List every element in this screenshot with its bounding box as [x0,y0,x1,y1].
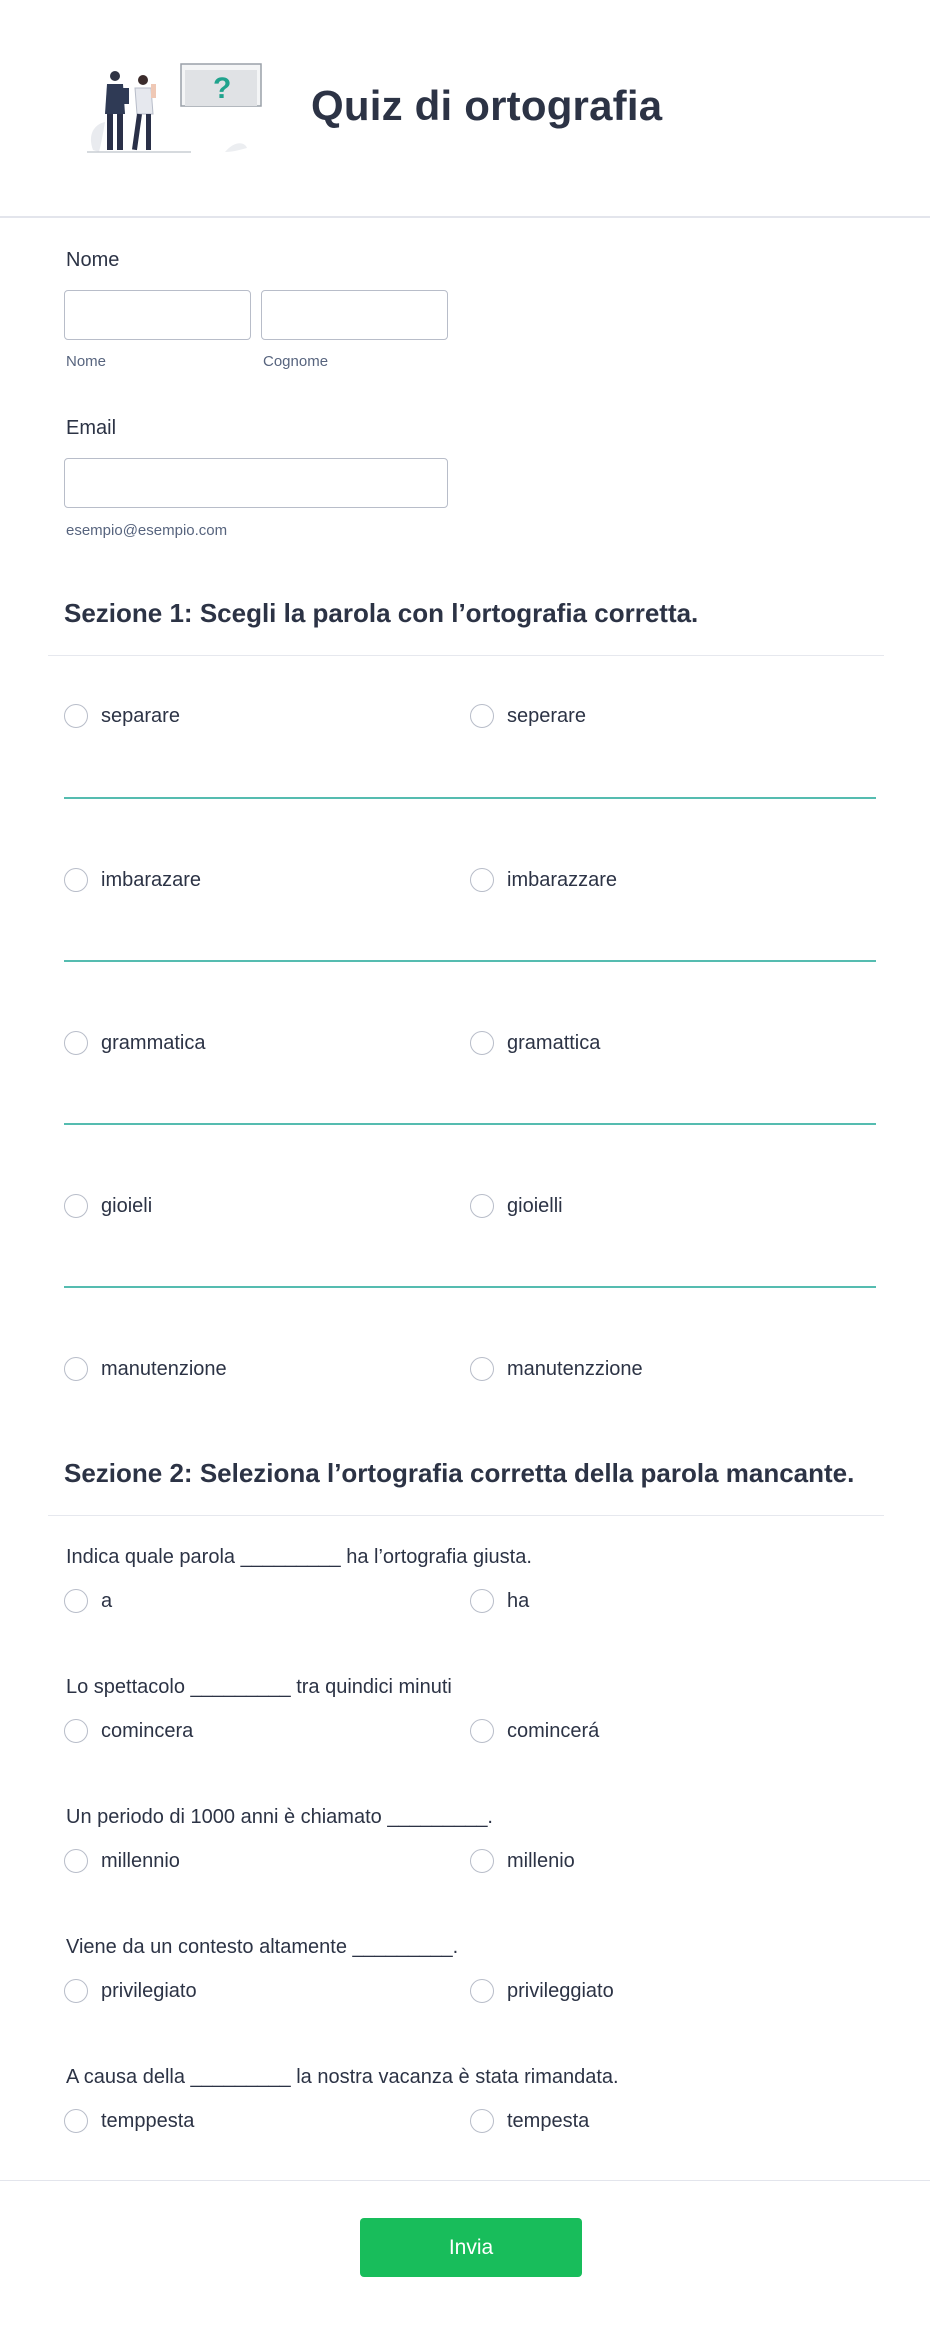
people-question-illustration [85,62,270,158]
radio-circle[interactable] [64,868,88,892]
radio-circle[interactable] [470,1589,494,1613]
first-name-input[interactable] [64,290,251,340]
radio-option[interactable]: a [64,1587,112,1615]
radio-option[interactable]: gramattica [470,1029,600,1057]
radio-option[interactable]: ha [470,1587,529,1615]
radio-circle[interactable] [64,1849,88,1873]
question-mark-icon: ? [213,72,232,105]
radio-circle[interactable] [470,868,494,892]
email-input[interactable] [64,458,448,508]
radio-circle[interactable] [470,1357,494,1381]
radio-option[interactable]: seperare [470,702,586,730]
section-2-title: Sezione 2: Seleziona l’ortografia corretta della parola mancante. [64,1458,855,1488]
radio-option[interactable]: imbarazare [64,866,201,894]
section-1-title: Sezione 1: Scegli la parola con l’ortografia corretta. [64,598,699,628]
question-text: Indica quale parola _________ ha l’ortografia giusta. [66,1546,532,1568]
last-name-input[interactable] [261,290,448,340]
radio-option[interactable]: temppesta [64,2107,194,2135]
radio-circle[interactable] [64,1194,88,1218]
radio-circle[interactable] [64,2109,88,2133]
radio-option[interactable]: grammatica [64,1029,205,1057]
radio-circle[interactable] [470,1194,494,1218]
radio-option[interactable]: gioieli [64,1192,152,1220]
radio-option[interactable]: separare [64,702,180,730]
submit-button[interactable]: Invia [360,2218,582,2277]
question-text: Lo spettacolo _________ tra quindici minuti [66,1676,452,1698]
row-divider [64,1123,876,1125]
question-text: Un periodo di 1000 anni è chiamato _________. [66,1806,493,1828]
radio-option[interactable]: comincera [64,1717,193,1745]
radio-option[interactable]: gioielli [470,1192,563,1220]
email-sublabel: esempio@esempio.com [66,522,228,539]
form-header [0,0,930,218]
radio-option[interactable]: privileggiato [470,1977,614,2005]
footer-divider [0,2180,930,2181]
row-divider [64,1286,876,1288]
section-2-divider [48,1515,884,1516]
radio-circle[interactable] [470,1031,494,1055]
radio-circle[interactable] [64,1031,88,1055]
question-text: Viene da un contesto altamente _________. [66,1936,459,1958]
radio-circle[interactable] [64,1589,88,1613]
radio-option[interactable]: millennio [64,1847,180,1875]
last-name-sublabel: Cognome [263,353,329,370]
radio-circle[interactable] [64,704,88,728]
name-label: Nome [66,249,120,271]
email-label: Email [66,417,117,439]
section-1-divider [48,655,884,656]
radio-option[interactable]: comincerá [470,1717,599,1745]
radio-circle[interactable] [470,1979,494,2003]
radio-circle[interactable] [64,1357,88,1381]
page-title: Quiz di ortografia [311,82,663,129]
first-name-sublabel: Nome [66,353,107,370]
radio-option[interactable]: millenio [470,1847,575,1875]
radio-circle[interactable] [470,704,494,728]
row-divider [64,797,876,799]
radio-circle[interactable] [470,2109,494,2133]
radio-option[interactable]: manutenzione [64,1355,227,1383]
radio-option[interactable]: manutenzzione [470,1355,643,1383]
row-divider [64,960,876,962]
radio-circle[interactable] [64,1979,88,2003]
radio-circle[interactable] [470,1719,494,1743]
radio-option[interactable]: tempesta [470,2107,589,2135]
radio-circle[interactable] [64,1719,88,1743]
question-text: A causa della _________ la nostra vacanza è stata rimandata. [66,2066,619,2088]
radio-circle[interactable] [470,1849,494,1873]
radio-option[interactable]: privilegiato [64,1977,197,2005]
radio-option[interactable]: imbarazzare [470,866,617,894]
